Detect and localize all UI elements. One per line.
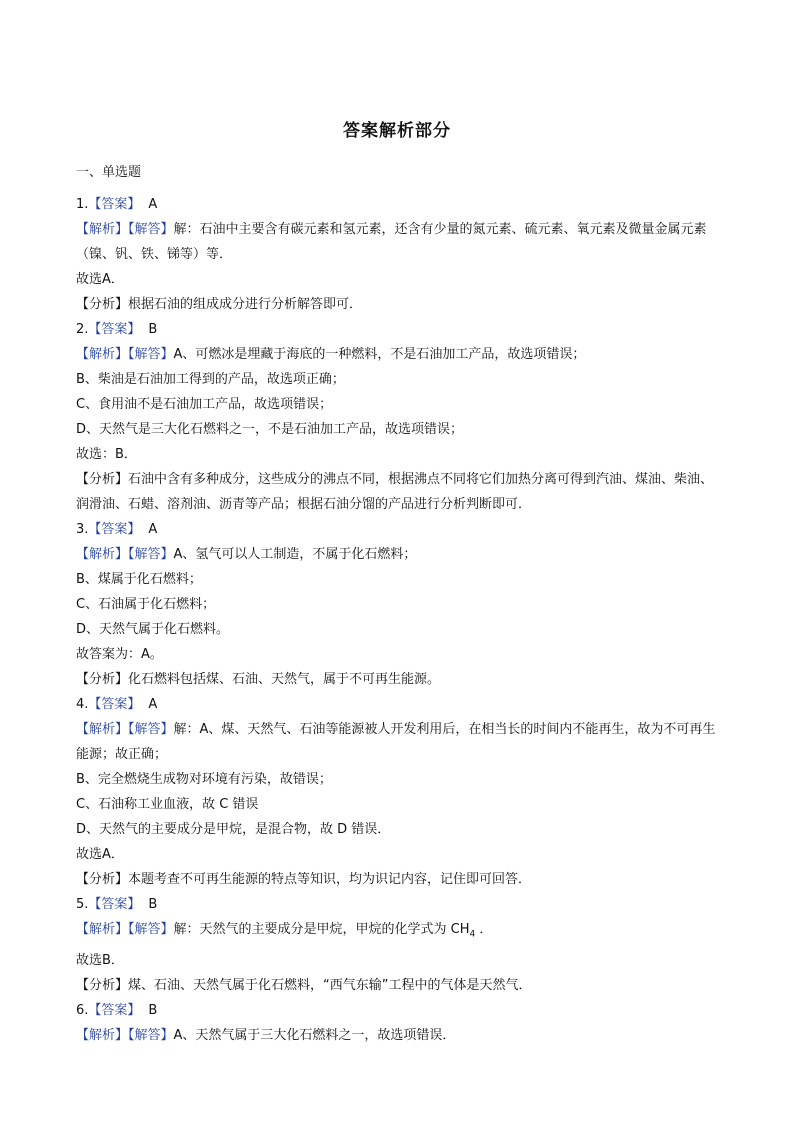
q2-solution-text: A、可燃冰是埋藏于海底的一种燃料，不是石油加工产品，故选项错误；: [173, 347, 586, 362]
q3-answer-line: [76, 517, 726, 542]
q3-analysis-text: 化石燃料包括煤、石油、天然气，属于不可再生能源。: [128, 672, 441, 687]
jiexi-tag: 【解析】: [76, 222, 129, 237]
q5-answer: B: [148, 897, 158, 912]
q3-number: 3.: [76, 522, 89, 537]
q4-solution-text: 解：A、煤、天然气、石油等能源被人开发利用后，在相当长的时间内不能再生，故为不可再生能源；故正确；: [76, 722, 716, 762]
q4-analysis-text: 本题考查不可再生能源的特点等知识，均为识记内容，记住即可回答．: [128, 872, 532, 887]
q1-choose: 故选A．: [76, 272, 124, 287]
q4-number: 4.: [76, 697, 89, 712]
q2-number: 2.: [76, 322, 89, 337]
answer-content: [76, 192, 726, 1048]
jieda-tag: 【解答】: [128, 922, 174, 937]
q1-analysis: [76, 292, 726, 317]
answer-tag: 【答案】: [88, 697, 141, 712]
jieda-tag: 【解答】: [128, 1027, 174, 1043]
answer-tag: 【答案】: [88, 897, 141, 912]
q1-solution: [76, 217, 726, 267]
q6-answer-line: [76, 998, 726, 1023]
answer-tag: 【答案】: [88, 197, 141, 212]
q3-analysis: [76, 667, 726, 692]
section-heading: 一、单选题: [76, 165, 142, 180]
jiexi-tag: 【解析】: [76, 347, 129, 362]
q5-solution-end: ．: [475, 922, 493, 937]
q2-analysis: [76, 467, 726, 517]
q2-answer: B: [148, 322, 158, 337]
q4-answer-line: [76, 692, 726, 717]
q3-line: C、石油属于化石燃料；: [76, 597, 216, 612]
q5-number: 5.: [76, 897, 89, 912]
q4-line: C、石油称工业血液，故 C 错误: [76, 797, 259, 812]
q2-answer-line: [76, 317, 726, 342]
q5-subscript: 4: [469, 929, 476, 940]
q4-solution: [76, 717, 726, 767]
q3-line: D、天然气属于化石燃料。: [76, 622, 230, 637]
fenxi-tag: 【分析】: [76, 297, 129, 312]
q5-solution-text: 解：天然气的主要成分是甲烷，甲烷的化学式为 CH: [173, 922, 470, 937]
answer-tag: 【答案】: [88, 322, 141, 337]
answer-tag: 【答案】: [88, 522, 141, 537]
q3-line: B、煤属于化石燃料；: [76, 572, 202, 587]
q5-analysis: [76, 973, 726, 998]
q1-number: 1.: [76, 197, 89, 212]
q2-analysis-text: 石油中含有多种成分，这些成分的沸点不同，根据沸点不同将它们加热分离可得到汽油、煤油、柴油、润滑油、石蜡、溶剂油、沥青等产品；根据石油分馏的产品进行分析判断即可．: [76, 472, 714, 512]
fenxi-tag: 【分析】: [76, 977, 129, 993]
fenxi-tag: 【分析】: [76, 872, 129, 887]
q1-answer-line: [76, 192, 726, 217]
jiexi-tag: 【解析】: [76, 1027, 129, 1043]
fenxi-tag: 【分析】: [76, 472, 129, 487]
jiexi-tag: 【解析】: [76, 722, 129, 737]
fenxi-tag: 【分析】: [76, 672, 129, 687]
jiexi-tag: 【解析】: [76, 922, 129, 937]
q2-line: B、柴油是石油加工得到的产品，故选项正确；: [76, 372, 345, 387]
q4-answer: A: [148, 697, 158, 712]
answer-tag: 【答案】: [88, 1002, 141, 1018]
page-title: 答案解析部分: [343, 121, 451, 141]
jiexi-tag: 【解析】: [76, 547, 129, 562]
q2-line: C、食用油不是石油加工产品，故选项错误；: [76, 397, 333, 412]
q4-line: B、完全燃烧生成物对环境有污染，故错误；: [76, 772, 332, 787]
q5-solution: [76, 917, 726, 948]
q6-solution: [76, 1023, 726, 1048]
q1-analysis-text: 根据石油的组成成分进行分析解答即可．: [128, 297, 363, 312]
q2-solution: [76, 342, 726, 367]
q5-answer-line: [76, 892, 726, 917]
jieda-tag: 【解答】: [128, 722, 174, 737]
jieda-tag: 【解答】: [128, 347, 174, 362]
q1-answer: A: [148, 197, 158, 212]
jieda-tag: 【解答】: [128, 222, 174, 237]
q6-answer: B: [148, 1002, 158, 1018]
jieda-tag: 【解答】: [128, 547, 174, 562]
q3-solution: [76, 542, 726, 567]
q1-solution-text: 解：石油中主要含有碳元素和氢元素，还含有少量的氮元素、硫元素、氧元素及微量金属元素（镍、钒、铁、锑等）等．: [76, 222, 707, 262]
q3-line: 故答案为：A。: [76, 647, 163, 662]
q4-line: D、天然气的主要成分是甲烷，是混合物，故 D 错误．: [76, 822, 391, 837]
q4-line: 故选A．: [76, 847, 124, 862]
q5-choose: 故选B．: [76, 952, 124, 968]
q2-line: D、天然气是三大化石燃料之一，不是石油加工产品，故选项错误；: [76, 422, 464, 437]
q4-analysis: [76, 867, 726, 892]
q6-solution-text: A、天然气属于三大化石燃料之一，故选项错误．: [173, 1027, 456, 1043]
q3-solution-text: A、氢气可以人工制造，不属于化石燃料；: [173, 547, 417, 562]
q6-number: 6.: [76, 1002, 89, 1018]
q5-analysis-text: 煤、石油、天然气属于化石燃料，“西气东输”工程中的气体是天然气．: [128, 977, 532, 993]
q2-line: 故选：B．: [76, 447, 137, 462]
q3-answer: A: [148, 522, 158, 537]
